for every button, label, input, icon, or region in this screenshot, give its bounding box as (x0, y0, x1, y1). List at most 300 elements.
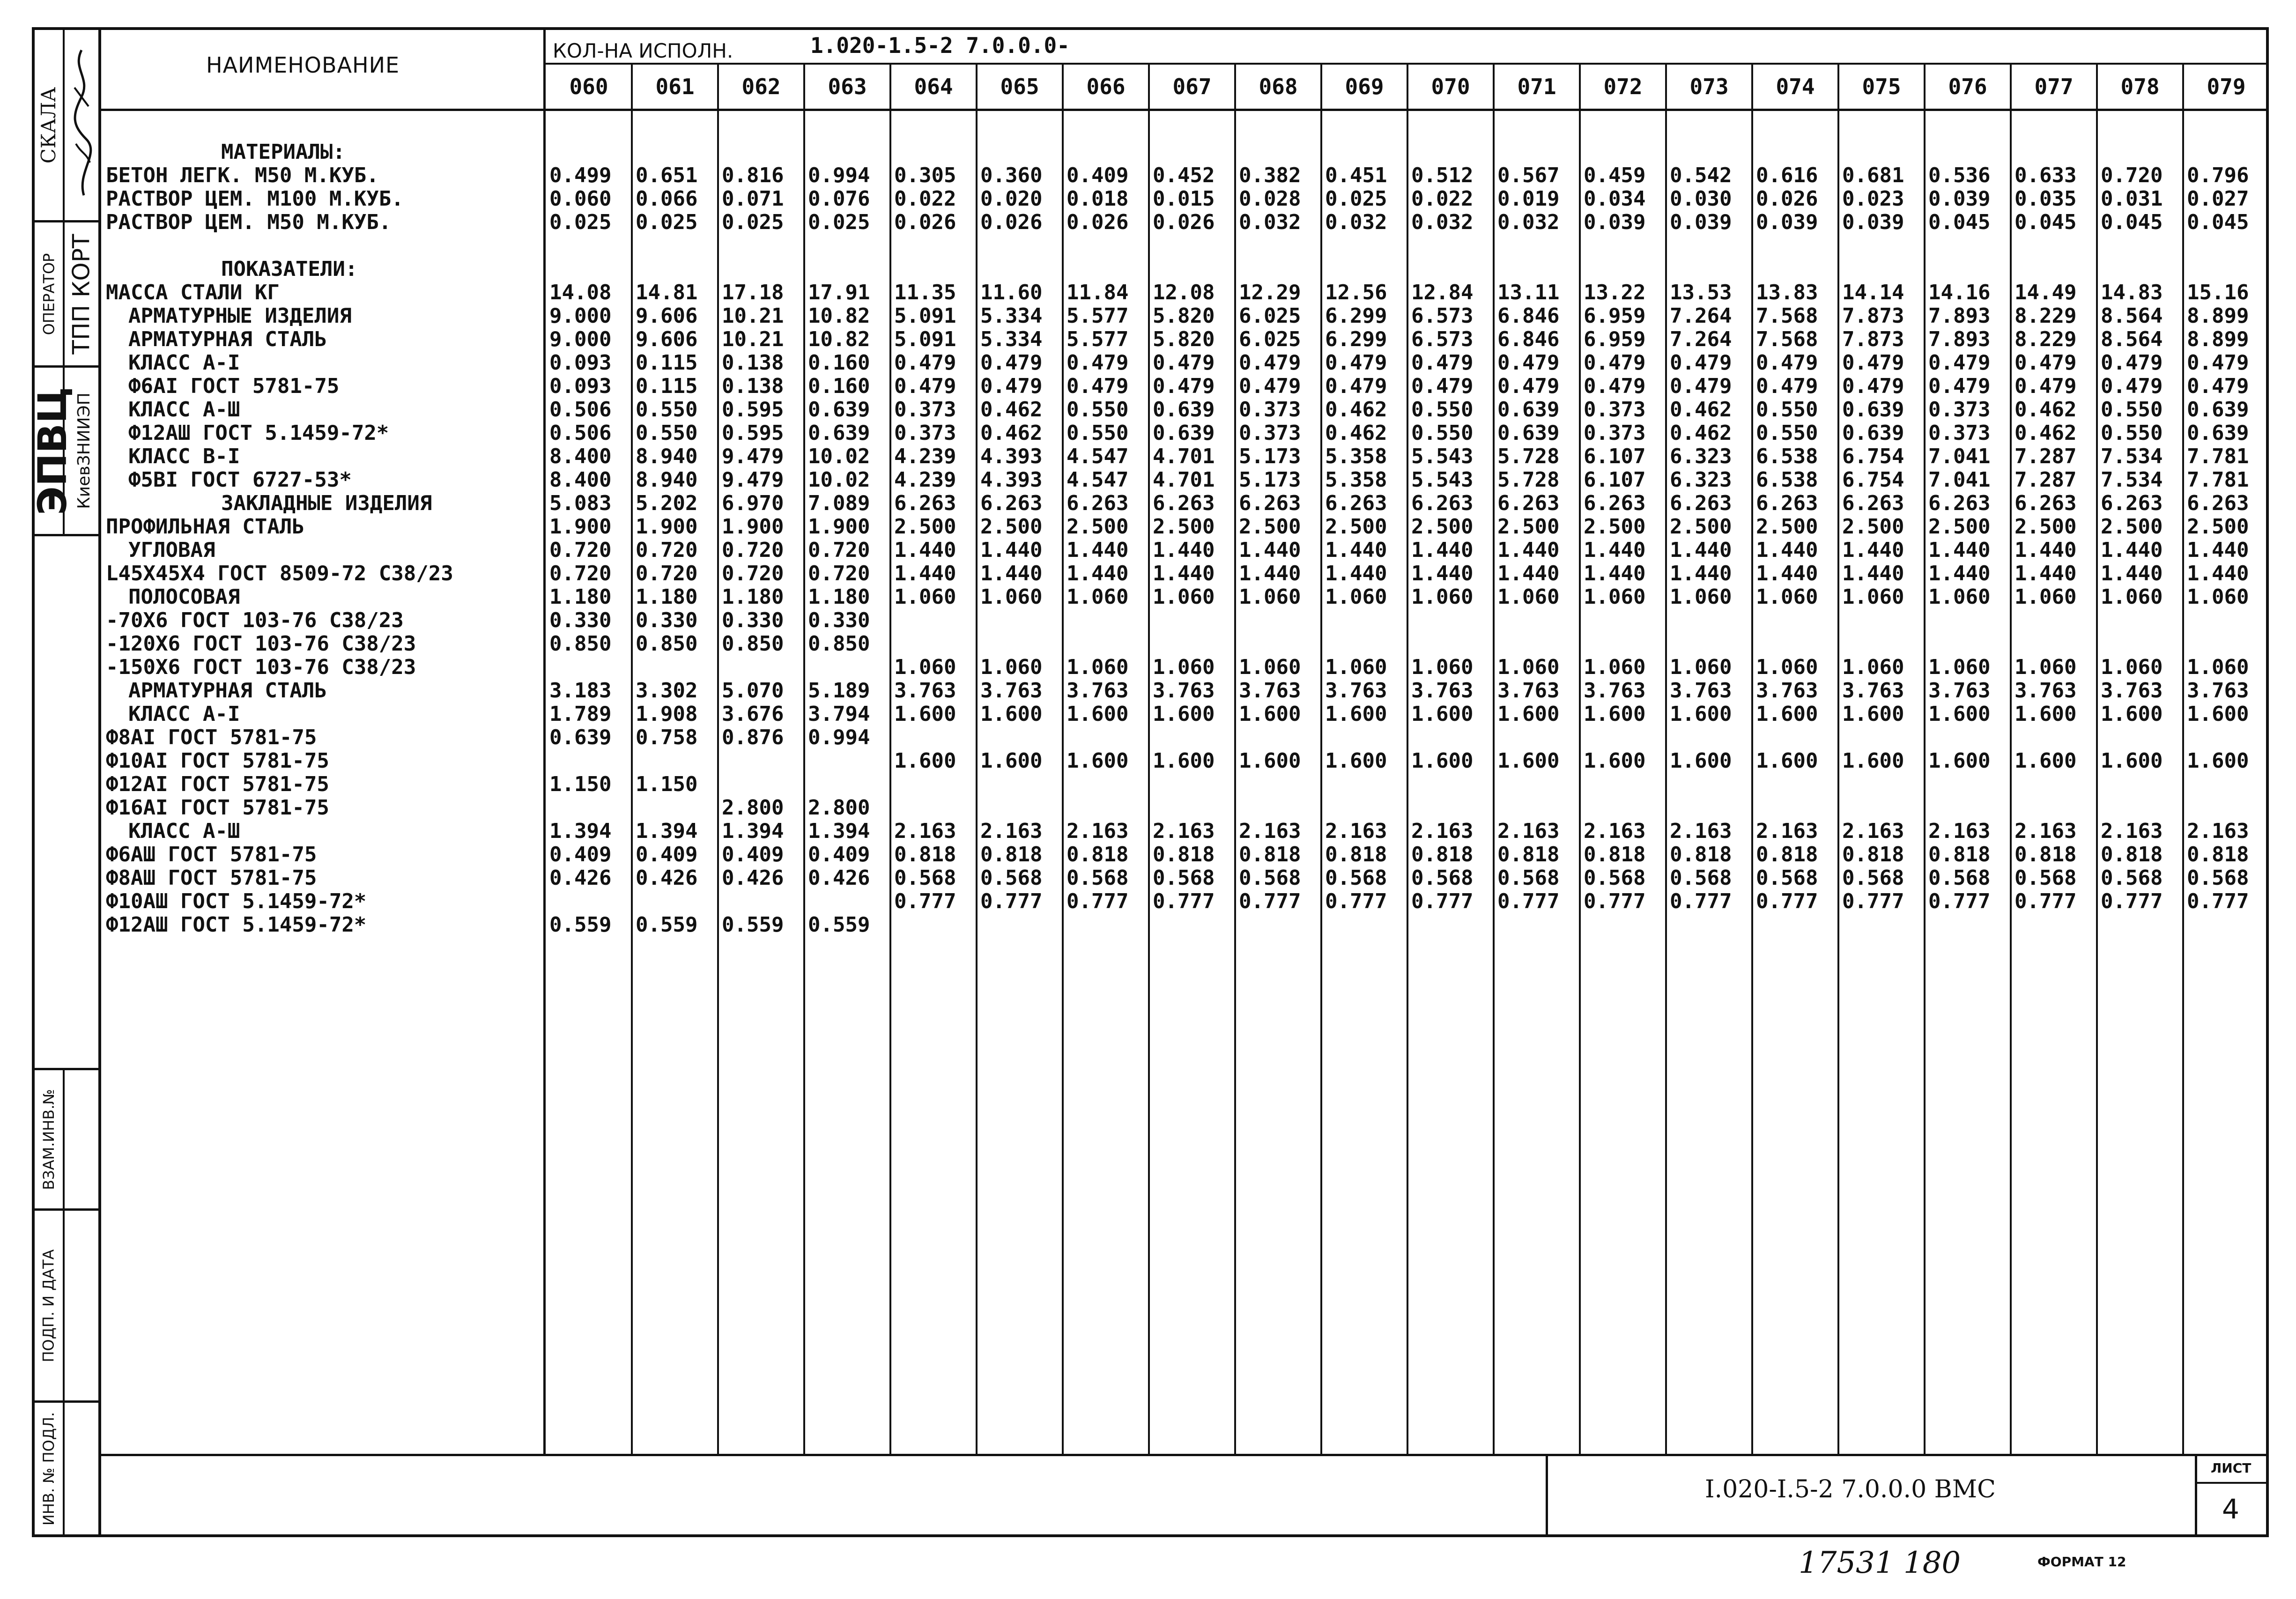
table-cell: 0.639 (1153, 398, 1215, 422)
table-cell: 1.600 (1584, 702, 1646, 726)
side-divider-vertical-2 (63, 1068, 65, 1536)
table-cell: 0.818 (1153, 843, 1215, 866)
table-cell: 1.180 (636, 585, 698, 609)
row-label: -120X6 ГОСТ 103-76 С38/23 (106, 632, 416, 656)
table-cell: 3.763 (1239, 679, 1301, 703)
table-cell: 0.093 (549, 351, 612, 375)
table-cell: 0.777 (1670, 889, 1732, 913)
table-cell: 6.025 (1239, 304, 1301, 328)
row-label: Ф6АI ГОСТ 5781-75 (128, 374, 340, 398)
table-cell: 0.138 (722, 374, 784, 398)
table-cell: 0.818 (2187, 843, 2249, 866)
table-cell: 0.777 (980, 889, 1043, 913)
table-cell: 1.060 (2015, 655, 2077, 679)
table-cell: 0.777 (2101, 889, 2163, 913)
table-cell: 0.025 (1325, 187, 1387, 211)
table-cell: 0.568 (1153, 866, 1215, 890)
table-cell: 0.568 (980, 866, 1043, 890)
column-number: 077 (2034, 74, 2074, 99)
table-cell: 0.479 (1497, 374, 1560, 398)
table-cell: 1.600 (1153, 749, 1215, 773)
table-cell: 0.550 (2101, 398, 2163, 422)
table-cell: 0.031 (2101, 187, 2163, 211)
table-cell: 0.018 (1067, 187, 1129, 211)
table-cell: 0.616 (1756, 163, 1818, 187)
table-cell: 0.426 (636, 866, 698, 890)
table-cell: 0.076 (808, 187, 870, 211)
table-cell: 1.060 (1153, 655, 1215, 679)
table-cell: 0.305 (894, 163, 956, 187)
table-cell: 0.720 (808, 538, 870, 562)
table-cell: 7.781 (2187, 444, 2249, 468)
row-label: Ф10АI ГОСТ 5781-75 (106, 749, 329, 773)
table-cell: 2.500 (2187, 515, 2249, 539)
table-cell: 0.373 (1584, 421, 1646, 445)
table-cell: 1.440 (2015, 562, 2077, 585)
table-cell: 10.21 (722, 304, 784, 328)
table-cell: 1.600 (2101, 702, 2163, 726)
table-cell: 7.041 (1928, 468, 1991, 492)
table-cell: 1.440 (2101, 538, 2163, 562)
table-cell: 1.440 (1411, 562, 1474, 585)
table-cell: 0.818 (1928, 843, 1991, 866)
table-cell: 17.91 (808, 281, 870, 304)
footer-top-line (98, 1454, 2267, 1456)
table-cell: 0.479 (1067, 374, 1129, 398)
table-cell: 1.440 (894, 538, 956, 562)
table-cell: 0.639 (549, 725, 612, 749)
table-cell: 1.600 (2015, 702, 2077, 726)
table-cell: 1.060 (1411, 655, 1474, 679)
table-cell: 0.019 (1497, 187, 1560, 211)
table-cell: 0.045 (1928, 210, 1991, 234)
column-number: 066 (1086, 74, 1126, 99)
row-label: РАСТВОР ЦЕМ. М50 М.КУБ. (106, 210, 392, 234)
table-cell: 8.899 (2187, 304, 2249, 328)
table-cell: 1.060 (1411, 585, 1474, 609)
table-cell: 1.394 (549, 819, 612, 843)
table-cell: 1.060 (1584, 585, 1646, 609)
table-cell: 1.600 (1928, 749, 1991, 773)
table-cell: 0.034 (1584, 187, 1646, 211)
table-cell: 13.22 (1584, 281, 1646, 304)
table-cell: 0.568 (894, 866, 956, 890)
row-label: Ф12АШ ГОСТ 5.1459-72* (128, 421, 389, 445)
table-cell: 1.440 (1325, 538, 1387, 562)
table-cell: 0.330 (549, 608, 612, 632)
table-cell: 1.600 (1325, 749, 1387, 773)
table-cell: 6.754 (1842, 468, 1904, 492)
column-divider (717, 63, 719, 1456)
column-divider (1924, 63, 1926, 1456)
table-cell: 0.373 (1928, 398, 1991, 422)
table-cell: 0.720 (722, 538, 784, 562)
column-number: 073 (1689, 74, 1729, 99)
table-cell: 0.039 (1842, 210, 1904, 234)
table-cell: 0.506 (549, 398, 612, 422)
table-cell: 0.426 (722, 866, 784, 890)
table-cell: 6.263 (1325, 491, 1387, 515)
table-cell: 3.763 (1584, 679, 1646, 703)
table-cell: 9.479 (722, 444, 784, 468)
table-cell: 2.163 (1842, 819, 1904, 843)
row-label: ЗАКЛАДНЫЕ ИЗДЕЛИЯ (221, 491, 432, 515)
table-cell: 1.600 (980, 702, 1043, 726)
table-cell: 9.606 (636, 327, 698, 351)
table-cell: 0.850 (808, 632, 870, 656)
table-cell: 0.479 (980, 351, 1043, 375)
table-cell: 1.440 (1928, 538, 1991, 562)
table-cell: 13.83 (1756, 281, 1818, 304)
table-cell: 2.163 (2187, 819, 2249, 843)
table-cell: 0.720 (636, 562, 698, 585)
table-cell: 6.573 (1411, 327, 1474, 351)
table-cell: 0.818 (1497, 843, 1560, 866)
table-cell: 0.818 (1067, 843, 1129, 866)
table-cell: 0.015 (1153, 187, 1215, 211)
table-cell: 1.600 (1067, 702, 1129, 726)
table-cell: 1.394 (808, 819, 870, 843)
table-cell: 0.462 (1670, 398, 1732, 422)
table-cell: 0.777 (1411, 889, 1474, 913)
table-cell: 1.600 (1670, 702, 1732, 726)
table-cell: 12.84 (1411, 281, 1474, 304)
table-cell: 0.032 (1325, 210, 1387, 234)
table-cell: 1.600 (1497, 702, 1560, 726)
table-cell: 5.820 (1153, 304, 1215, 328)
row-label: Ф8АI ГОСТ 5781-75 (106, 725, 317, 749)
table-cell: 2.163 (1928, 819, 1991, 843)
table-cell: 5.070 (722, 679, 784, 703)
table-cell: 0.720 (2101, 163, 2163, 187)
table-cell: 0.595 (722, 421, 784, 445)
table-cell: 0.506 (549, 421, 612, 445)
table-cell: 0.462 (1325, 421, 1387, 445)
table-cell: 6.263 (1411, 491, 1474, 515)
table-cell: 0.568 (1756, 866, 1818, 890)
column-divider (1407, 63, 1408, 1456)
table-cell: 0.330 (636, 608, 698, 632)
side-vzam: ВЗАМ.ИНВ.№ (40, 1088, 58, 1190)
table-cell: 0.039 (1670, 210, 1732, 234)
footer-code-divider (1546, 1454, 1548, 1536)
table-cell: 3.763 (1325, 679, 1387, 703)
table-cell: 1.440 (1067, 562, 1129, 585)
row-label: Ф16АI ГОСТ 5781-75 (106, 796, 329, 820)
table-cell: 0.994 (808, 163, 870, 187)
table-cell: 1.440 (1153, 538, 1215, 562)
table-cell: 0.026 (1756, 187, 1818, 211)
table-cell: 6.263 (1497, 491, 1560, 515)
table-cell: 1.060 (1756, 585, 1818, 609)
table-cell: 1.600 (1842, 702, 1904, 726)
table-cell: 14.83 (2101, 281, 2163, 304)
table-cell: 0.818 (2101, 843, 2163, 866)
row-label: Ф5ВI ГОСТ 6727-53* (128, 468, 352, 492)
table-cell: 0.373 (894, 398, 956, 422)
table-cell: 14.14 (1842, 281, 1904, 304)
name-col-divider (543, 27, 546, 1456)
table-cell: 0.818 (894, 843, 956, 866)
table-cell: 0.720 (549, 562, 612, 585)
table-cell: 0.567 (1497, 163, 1560, 187)
table-cell: 0.030 (1670, 187, 1732, 211)
table-cell: 0.550 (1067, 421, 1129, 445)
table-cell: 3.183 (549, 679, 612, 703)
table-cell: 1.789 (549, 702, 612, 726)
table-cell: 1.060 (1928, 585, 1991, 609)
table-cell: 3.763 (980, 679, 1043, 703)
table-cell: 1.440 (980, 562, 1043, 585)
table-cell: 0.479 (1411, 351, 1474, 375)
table-cell: 2.800 (808, 796, 870, 820)
column-divider (2010, 63, 2012, 1456)
table-cell: 0.409 (722, 843, 784, 866)
table-cell: 5.543 (1411, 444, 1474, 468)
row-label: КЛАСС А-Ш (128, 819, 240, 843)
row-label: АРМАТУРНАЯ СТАЛЬ (128, 327, 327, 351)
table-cell: 0.777 (1325, 889, 1387, 913)
kol-label: КОЛ-НА ИСПОЛН. (553, 39, 733, 62)
column-number: 076 (1948, 74, 1987, 99)
table-cell: 0.777 (1153, 889, 1215, 913)
row-label: АРМАТУРНЫЕ ИЗДЕЛИЯ (128, 304, 352, 328)
table-cell: 0.479 (1239, 351, 1301, 375)
table-cell: 2.500 (1153, 515, 1215, 539)
table-cell: 0.550 (1756, 421, 1818, 445)
table-cell: 0.022 (894, 187, 956, 211)
table-cell: 0.777 (894, 889, 956, 913)
table-cell: 1.440 (1928, 562, 1991, 585)
table-cell: 10.82 (808, 327, 870, 351)
table-cell: 0.568 (1584, 866, 1646, 890)
table-cell: 2.163 (1153, 819, 1215, 843)
table-cell: 1.900 (722, 515, 784, 539)
table-cell: 3.763 (1497, 679, 1560, 703)
table-cell: 5.091 (894, 304, 956, 328)
table-cell: 1.060 (2187, 655, 2249, 679)
column-number: 067 (1172, 74, 1212, 99)
table-cell: 2.500 (1584, 515, 1646, 539)
table-cell: 0.512 (1411, 163, 1474, 187)
table-cell: 9.000 (549, 304, 612, 328)
table-cell: 0.479 (2187, 374, 2249, 398)
column-number: 063 (828, 74, 867, 99)
table-cell: 4.393 (980, 444, 1043, 468)
table-cell: 2.500 (894, 515, 956, 539)
column-divider (1579, 63, 1581, 1456)
table-cell: 0.452 (1153, 163, 1215, 187)
table-cell: 5.728 (1497, 444, 1560, 468)
column-divider (1320, 63, 1322, 1456)
table-cell: 0.818 (1411, 843, 1474, 866)
table-cell: 6.263 (1239, 491, 1301, 515)
table-cell: 0.639 (1842, 421, 1904, 445)
table-cell: 3.763 (1153, 679, 1215, 703)
column-number: 069 (1345, 74, 1384, 99)
table-cell: 1.180 (549, 585, 612, 609)
table-cell: 8.229 (2015, 304, 2077, 328)
table-cell: 0.633 (2015, 163, 2077, 187)
table-cell: 2.163 (1756, 819, 1818, 843)
table-cell: 1.908 (636, 702, 698, 726)
row-label: Ф12АI ГОСТ 5781-75 (106, 772, 329, 796)
table-cell: 6.538 (1756, 468, 1818, 492)
table-cell: 8.400 (549, 468, 612, 492)
table-cell: 3.763 (2187, 679, 2249, 703)
table-cell: 0.028 (1239, 187, 1301, 211)
table-cell: 1.440 (1067, 538, 1129, 562)
row-label: Ф6АШ ГОСТ 5781-75 (106, 843, 317, 866)
table-cell: 3.763 (1670, 679, 1732, 703)
table-cell: 7.893 (1928, 304, 1991, 328)
table-cell: 1.900 (808, 515, 870, 539)
table-cell: 0.479 (1325, 374, 1387, 398)
table-cell: 0.550 (1411, 398, 1474, 422)
side-inv-podl: ИНВ. № ПОДЛ. (40, 1412, 58, 1526)
table-cell: 0.023 (1842, 187, 1904, 211)
row-label: -70X6 ГОСТ 103-76 С38/23 (106, 608, 404, 632)
table-cell: 0.568 (1239, 866, 1301, 890)
sheet-box-left (2195, 1454, 2197, 1536)
table-cell: 7.568 (1756, 327, 1818, 351)
table-cell: 5.728 (1497, 468, 1560, 492)
table-cell: 10.21 (722, 327, 784, 351)
table-cell: 5.083 (549, 491, 612, 515)
table-cell: 0.360 (980, 163, 1043, 187)
table-cell: 0.479 (1928, 374, 1991, 398)
table-cell: 6.263 (2015, 491, 2077, 515)
table-cell: 2.163 (2015, 819, 2077, 843)
table-cell: 6.573 (1411, 304, 1474, 328)
row-label: МАТЕРИАЛЫ: (221, 140, 345, 164)
table-cell: 0.479 (894, 351, 956, 375)
table-cell: 14.49 (2015, 281, 2077, 304)
table-cell: 0.479 (1756, 351, 1818, 375)
table-cell: 1.600 (1239, 702, 1301, 726)
table-cell: 0.777 (1497, 889, 1560, 913)
table-cell: 0.818 (1239, 843, 1301, 866)
table-cell: 0.550 (2101, 421, 2163, 445)
table-cell: 2.500 (1756, 515, 1818, 539)
table-cell: 0.479 (2015, 374, 2077, 398)
table-cell: 1.600 (980, 749, 1043, 773)
table-cell: 4.547 (1067, 468, 1129, 492)
table-cell: 0.550 (636, 398, 698, 422)
table-cell: 1.060 (1670, 585, 1732, 609)
table-cell: 17.18 (722, 281, 784, 304)
table-cell: 1.440 (2015, 538, 2077, 562)
table-cell: 1.440 (1153, 562, 1215, 585)
table-cell: 1.440 (1239, 562, 1301, 585)
table-cell: 1.440 (1584, 538, 1646, 562)
row-label: ПРОФИЛЬНАЯ СТАЛЬ (106, 515, 304, 539)
table-cell: 0.373 (1584, 398, 1646, 422)
table-cell: 2.500 (2015, 515, 2077, 539)
table-cell: 1.600 (1411, 702, 1474, 726)
table-cell: 5.334 (980, 327, 1043, 351)
table-cell: 1.600 (1067, 749, 1129, 773)
table-cell: 1.060 (1325, 655, 1387, 679)
table-cell: 6.263 (1756, 491, 1818, 515)
table-cell: 7.041 (1928, 444, 1991, 468)
table-cell: 0.382 (1239, 163, 1301, 187)
table-cell: 3.763 (1067, 679, 1129, 703)
table-cell: 0.542 (1670, 163, 1732, 187)
row-label: Ф12АШ ГОСТ 5.1459-72* (106, 913, 367, 937)
table-cell: 1.600 (2101, 749, 2163, 773)
table-cell: 0.027 (2187, 187, 2249, 211)
frame-bottom (32, 1534, 2269, 1537)
table-cell: 9.479 (722, 468, 784, 492)
row-label: БЕТОН ЛЕГК. М50 М.КУБ. (106, 163, 379, 187)
table-cell: 14.81 (636, 281, 698, 304)
table-cell: 2.500 (1670, 515, 1732, 539)
frame-top (32, 27, 2269, 30)
table-cell: 6.263 (2101, 491, 2163, 515)
table-cell: 0.462 (2015, 398, 2077, 422)
table-cell: 0.373 (1928, 421, 1991, 445)
column-number: 061 (655, 74, 695, 99)
table-cell: 3.763 (2101, 679, 2163, 703)
table-cell: 6.263 (1584, 491, 1646, 515)
column-header-name: НАИМЕНОВАНИЕ (206, 52, 400, 78)
side-skala: СКАЛА (37, 87, 60, 163)
table-cell: 6.323 (1670, 444, 1732, 468)
table-cell: 2.500 (1239, 515, 1301, 539)
table-cell: 14.08 (549, 281, 612, 304)
table-cell: 6.263 (1928, 491, 1991, 515)
column-divider (1148, 63, 1150, 1456)
table-cell: 3.763 (1842, 679, 1904, 703)
table-cell: 0.568 (1928, 866, 1991, 890)
table-cell: 0.462 (2015, 421, 2077, 445)
table-cell: 1.440 (1756, 538, 1818, 562)
row-label: КЛАСС А-I (128, 351, 240, 375)
table-cell: 9.606 (636, 304, 698, 328)
table-cell: 0.479 (1842, 351, 1904, 375)
table-cell: 0.451 (1325, 163, 1387, 187)
table-cell: 5.173 (1239, 468, 1301, 492)
table-cell: 0.026 (980, 210, 1043, 234)
table-cell: 1.440 (1756, 562, 1818, 585)
table-cell: 6.959 (1584, 327, 1646, 351)
table-cell: 0.479 (1239, 374, 1301, 398)
table-cell: 1.150 (549, 772, 612, 796)
table-cell: 6.263 (980, 491, 1043, 515)
table-cell: 7.534 (2101, 444, 2163, 468)
table-cell: 1.440 (1842, 562, 1904, 585)
table-cell: 0.160 (808, 374, 870, 398)
table-cell: 5.334 (980, 304, 1043, 328)
table-cell: 2.163 (894, 819, 956, 843)
table-cell: 6.263 (1670, 491, 1732, 515)
table-cell: 7.089 (808, 491, 870, 515)
table-cell: 1.060 (894, 585, 956, 609)
table-cell: 0.462 (1670, 421, 1732, 445)
table-cell: 0.025 (722, 210, 784, 234)
table-cell: 0.720 (549, 538, 612, 562)
table-cell: 6.323 (1670, 468, 1732, 492)
table-cell: 0.426 (549, 866, 612, 890)
table-cell: 0.479 (2101, 351, 2163, 375)
table-cell: 0.115 (636, 374, 698, 398)
table-cell: 5.091 (894, 327, 956, 351)
table-cell: 0.816 (722, 163, 784, 187)
table-cell: 4.701 (1153, 468, 1215, 492)
table-cell: 5.189 (808, 679, 870, 703)
table-cell: 2.163 (1670, 819, 1732, 843)
